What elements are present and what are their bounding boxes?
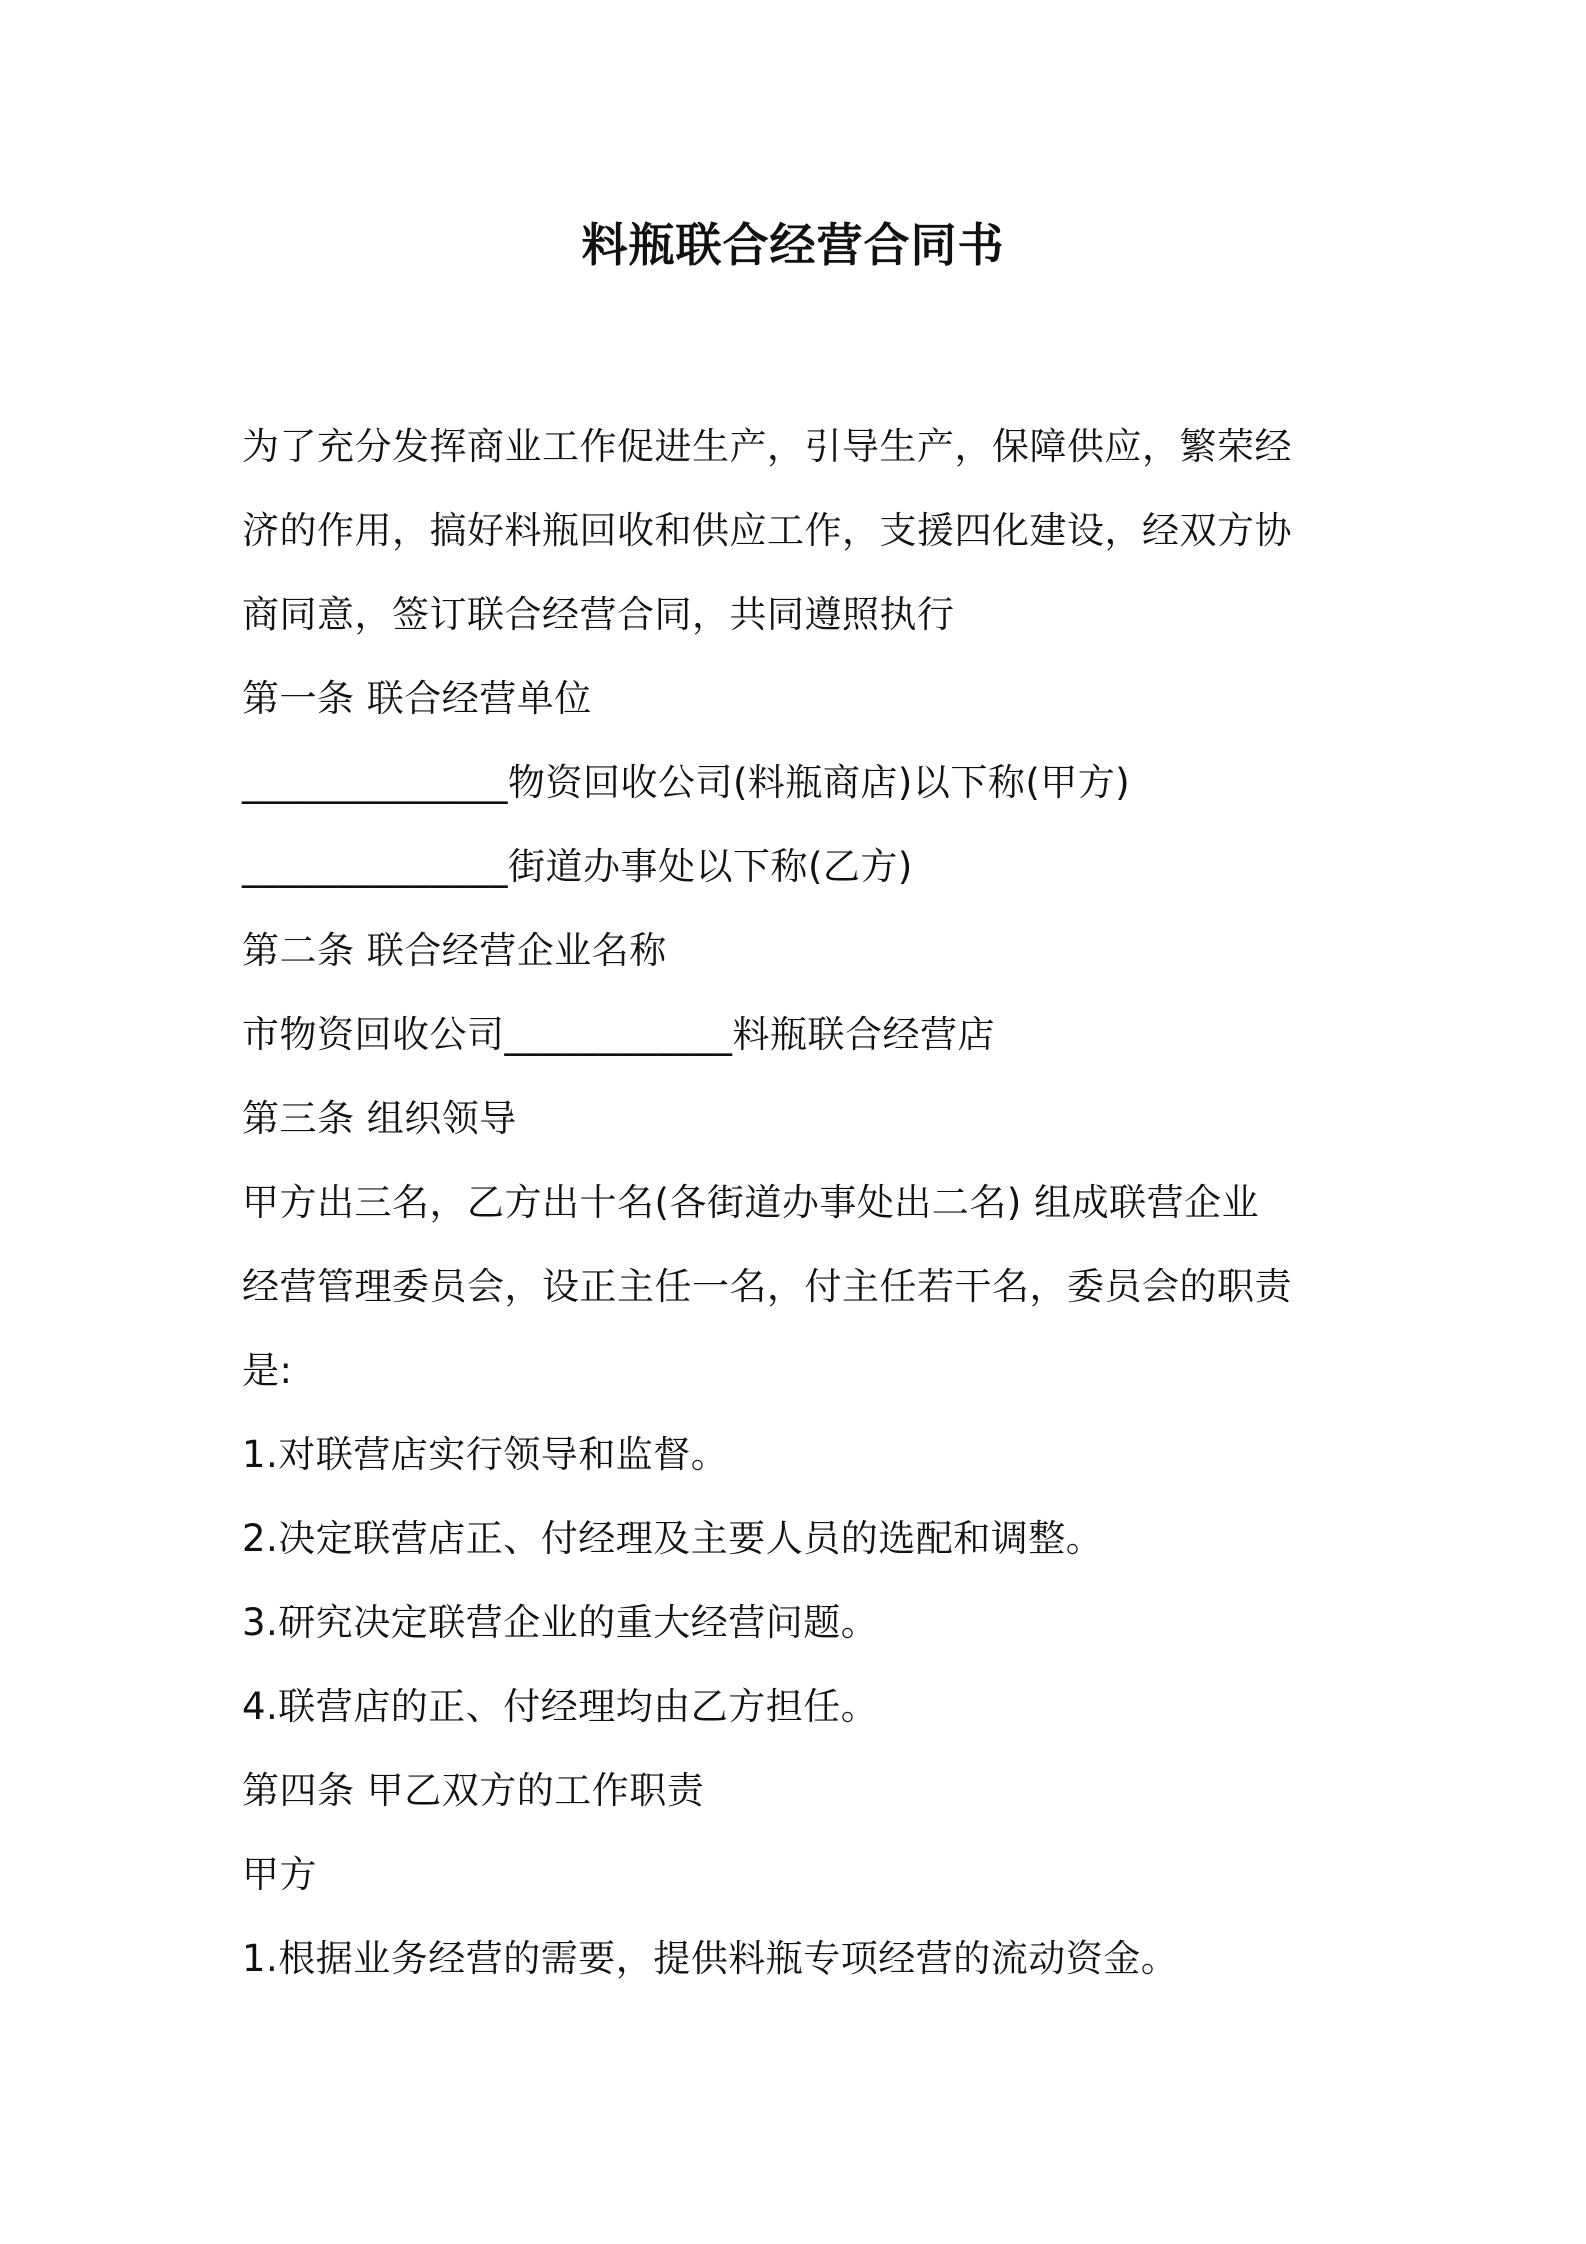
article-3-text-3: 是: [242, 1349, 293, 1392]
intro-line-1: 为了充分发挥商业工作促进生产，引导生产，保障供应，繁荣经 [242, 425, 1292, 468]
article-3-heading: 第三条 组织领导 [242, 1097, 517, 1140]
duty-item-1: 1.对联营店实行领导和监督。 [242, 1433, 729, 1476]
article-4-heading: 第四条 甲乙双方的工作职责 [242, 1769, 705, 1812]
document-title: 料瓶联合经营合同书 [581, 218, 1005, 272]
party-a-heading: 甲方 [242, 1853, 317, 1896]
duty-item-4: 4.联营店的正、付经理均由乙方担任。 [242, 1685, 879, 1728]
intro-line-2: 济的作用，搞好料瓶回收和供应工作，支援四化建设，经双方协 [242, 509, 1292, 552]
article-3-text-2: 经营管理委员会，设正主任一名，付主任若干名，委员会的职责 [242, 1265, 1292, 1308]
intro-line-3: 商同意，签订联合经营合同，共同遵照执行 [242, 593, 955, 636]
party-a-duty-1: 1.根据业务经营的需要，提供料瓶专项经营的流动资金。 [242, 1937, 1179, 1980]
duty-item-2: 2.决定联营店正、付经理及主要人员的选配和调整。 [242, 1517, 1104, 1560]
enterprise-name-line: 市物资回收公司____________料瓶联合经营店 [242, 1013, 995, 1056]
article-3-text-1: 甲方出三名，乙方出十名(各街道办事处出二名) 组成联营企业 [242, 1181, 1260, 1224]
party-b-line: ______________街道办事处以下称(乙方) [242, 845, 913, 888]
party-a-line: ______________物资回收公司(料瓶商店)以下称(甲方) [242, 761, 1131, 804]
duty-item-3: 3.研究决定联营企业的重大经营问题。 [242, 1601, 879, 1644]
document-body [242, 405, 1362, 2001]
article-2-heading: 第二条 联合经营企业名称 [242, 929, 667, 972]
article-1-heading: 第一条 联合经营单位 [242, 677, 592, 720]
